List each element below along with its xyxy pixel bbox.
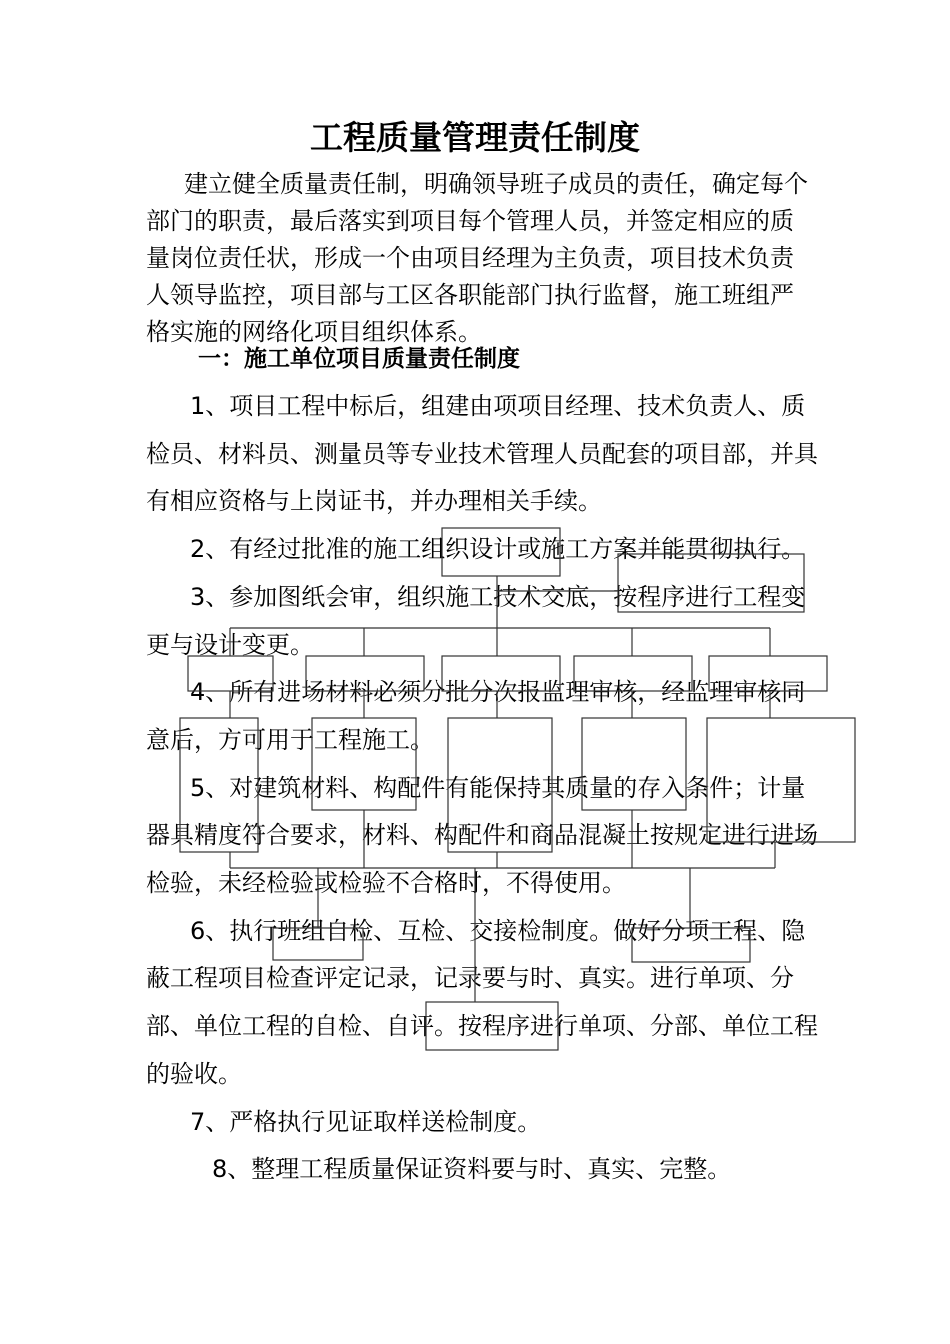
intro-paragraph: [146, 166, 814, 351]
list-item: 7、严格执行见证取样送检制度。: [190, 1107, 542, 1136]
list-item: 1、项目工程中标后，组建由项项目经理、技术负责人、质检员、材料员、测量员等专业技术管理人员配套的项目部，并具有相应资格与上岗证书，并办理相关手续。: [146, 392, 818, 516]
list-item: 4、所有进场材料必须分批分次报监理审核，经监理审核同意后，方可用于工程施工。: [146, 678, 806, 754]
document-title: 工程质量管理责任制度: [310, 118, 640, 157]
section-body: [146, 383, 818, 1194]
list-item: 3、参加图纸会审，组织施工技术交底，按程序进行工程变更与设计变更。: [146, 582, 806, 659]
list-item: 8、整理工程质量保证资料要与时、真实、完整。: [212, 1155, 732, 1184]
list-item: 6、执行班组自检、互检、交接检制度。做好分项工程、隐蔽工程项目检查评定记录，记录要与时、真实。进行单项、分部、单位工程的自检、自评。按程序进行单项、分部、单位工程的验收。: [146, 916, 818, 1088]
list-item: 5、对建筑材料、构配件有能保持其质量的存入条件；计量器具精度符合要求，材料、构配件和商品混凝土按规定进行进场检验，未经检验或检验不合格时，不得使用。: [146, 773, 818, 898]
intro-text: 建立健全质量责任制，明确领导班子成员的责任，确定每个部门的职责，最后落实到项目每个管理人员，并签定相应的质量岗位责任状，形成一个由项目经理为主负责，项目技术负责人领导监控，项目部与工区各职能部门执行监督，施工班组严格实施的网络化项目组织体系。: [146, 170, 808, 346]
section-heading: 一：施工单位项目质量责任制度: [198, 346, 520, 372]
list-item: 2、有经过批准的施工组织设计或施工方案并能贯彻执行。: [190, 535, 806, 564]
